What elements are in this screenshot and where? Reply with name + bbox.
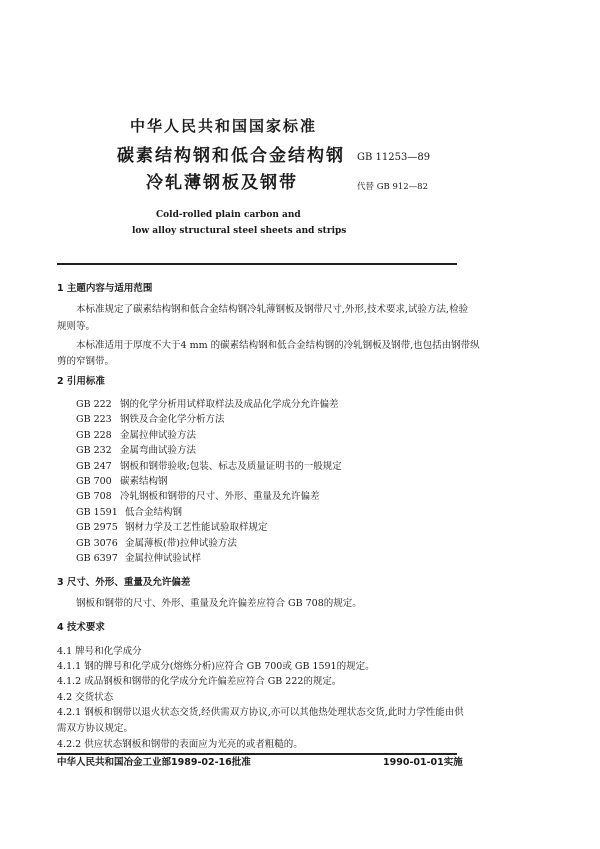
reference-item [76, 446, 196, 456]
reference-item [76, 523, 268, 533]
reference-title: 金属弯曲试验方法 [120, 445, 197, 457]
section-1-paragraph: 规则等。 [57, 321, 96, 332]
section-1-paragraph: 本标准适用于厚度不大于4 mm 的碳素结构钢和低合金结构钢的冷轧钢板及钢带,也包括由钢带纵 [76, 340, 480, 351]
section-1-paragraph: 本标准规定了碳素结构钢和低合金结构钢冷轧薄钢板及钢带尺寸,外形,技术要求,试验方法,检验 [76, 304, 469, 315]
reference-title: 低合金结构钢 [125, 506, 183, 518]
reference-title: 钢材力学及工艺性能试验取样规定 [125, 522, 268, 534]
replaces-standard: 代替 GB 912—82 [357, 182, 428, 192]
reference-code: GB 228 [76, 429, 112, 441]
reference-code: GB 223 [76, 414, 112, 426]
reference-item [76, 539, 237, 549]
reference-code: GB 6397 [76, 553, 118, 564]
approval-date: 中华人民共和国冶金工业部1989-02-16批准 [57, 757, 251, 768]
reference-code: GB 232 [76, 445, 112, 457]
section-3-heading: 3 尺寸、外形、重量及允许偏差 [57, 577, 191, 588]
clause-4-1-2: 4.1.2 成品钢板和钢带的化学成分允许偏差应符合 GB 222的规定。 [57, 676, 342, 687]
section-2-heading: 2 引用标准 [57, 376, 105, 387]
english-title-line-2: low alloy structural steel sheets and strips [132, 226, 347, 236]
reference-item [76, 415, 225, 425]
title-line-1: 碳素结构钢和低合金结构钢 [117, 146, 345, 166]
reference-item [76, 431, 196, 441]
effective-date: 1990-01-01实施 [383, 757, 463, 768]
reference-code: GB 247 [76, 460, 112, 472]
reference-title: 钢铁及合金化学分析方法 [120, 414, 225, 426]
clause-4-2-1: 4.2.1 钢板和钢带以退火状态交货,经供需双方协议,亦可以其他热处理状态交货,此时力学性能由供 [57, 707, 464, 718]
reference-item [76, 554, 201, 564]
clause-4-2-1-cont: 需双方协议规定。 [57, 723, 134, 734]
reference-title: 冷轧钢板和钢带的尺寸、外形、重量及允许偏差 [120, 491, 320, 503]
clause-4-1: 4.1 牌号和化学成分 [57, 646, 142, 657]
reference-title: 碳素结构钢 [120, 476, 168, 487]
reference-code: GB 2975 [76, 522, 118, 534]
clause-4-2-2: 4.2.2 供应状态钢板和钢带的表面应为光亮的或者粗糙的。 [57, 739, 303, 750]
org-title: 中华人民共和国国家标准 [130, 117, 318, 135]
reference-title: 钢的化学分析用试样取样法及成品化学成分允许偏差 [120, 399, 339, 410]
section-1-heading: 1 主题内容与适用范围 [57, 283, 153, 294]
reference-code: GB 700 [76, 476, 112, 487]
clause-4-2: 4.2 交货状态 [57, 692, 114, 703]
footer-rule [57, 753, 457, 755]
reference-item [76, 492, 320, 502]
reference-item [76, 477, 168, 487]
standard-number: GB 11253—89 [357, 152, 431, 163]
english-title-line-1: Cold-rolled plain carbon and [156, 210, 301, 220]
reference-title: 金属拉伸试验方法 [120, 429, 197, 441]
reference-code: GB 708 [76, 491, 112, 503]
reference-code: GB 3076 [76, 537, 118, 549]
reference-code: GB 1591 [76, 506, 118, 518]
reference-title: 金属薄板(带)拉伸试验方法 [125, 537, 237, 549]
section-1-paragraph: 剪的窄钢带。 [57, 356, 115, 367]
clause-4-1-1: 4.1.1 钢的牌号和化学成分(熔炼分析)应符合 GB 700或 GB 1591的规定。 [57, 661, 375, 672]
reference-item [76, 462, 342, 472]
reference-title: 金属拉伸试验试样 [125, 553, 202, 564]
title-line-2: 冷轧薄钢板及钢带 [146, 173, 298, 193]
reference-item [76, 400, 339, 410]
header-rule [57, 263, 457, 265]
section-3-paragraph: 钢板和钢带的尺寸、外形、重量及允许偏差应符合 GB 708的规定。 [76, 598, 362, 609]
reference-item [76, 508, 182, 518]
reference-code: GB 222 [76, 399, 112, 410]
section-4-heading: 4 技术要求 [57, 622, 105, 633]
reference-title: 钢板和钢带验收;包装、标志及质量证明书的一般规定 [120, 460, 342, 472]
